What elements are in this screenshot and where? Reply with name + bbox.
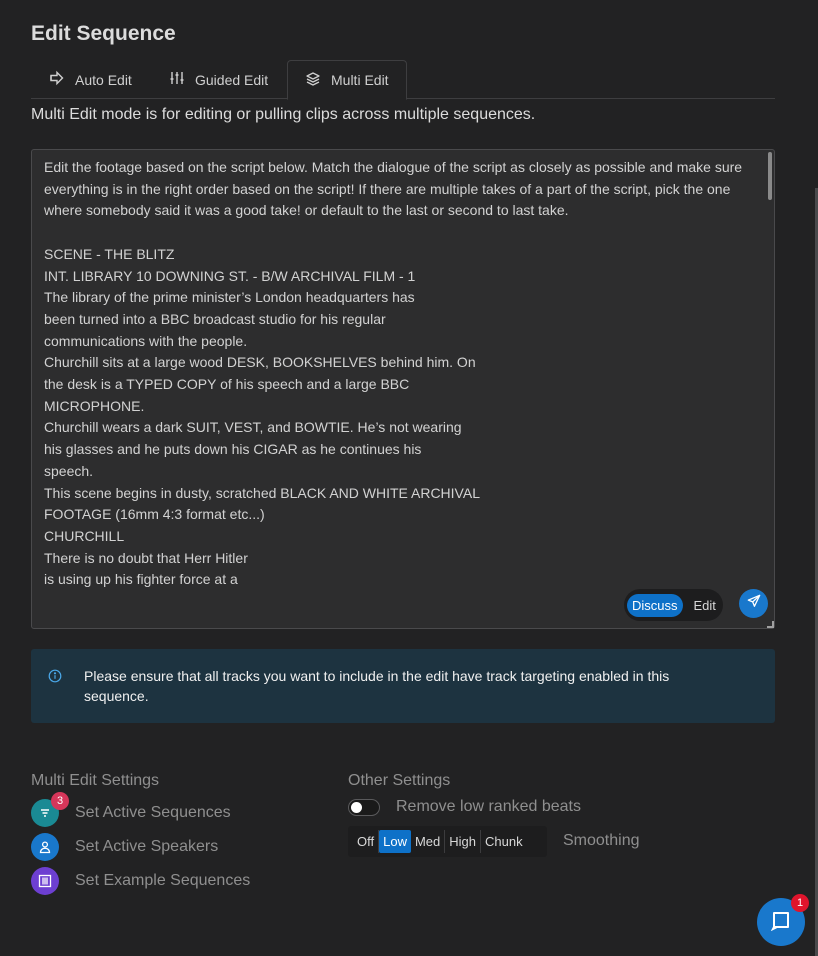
tab-auto-edit[interactable] xyxy=(49,60,132,99)
multi-edit-settings-title: Multi Edit Settings xyxy=(31,772,160,789)
chat-notification-badge: 1 xyxy=(791,894,809,912)
smoothing-label: Smoothing xyxy=(563,832,640,849)
setting-label: Set Example Sequences xyxy=(75,872,251,889)
setting-label: Set Active Sequences xyxy=(75,804,231,821)
smoothing-off[interactable]: Off xyxy=(353,830,379,853)
list-icon xyxy=(31,795,64,827)
send-button[interactable] xyxy=(739,589,768,618)
remove-low-ranked-toggle[interactable] xyxy=(348,799,380,816)
arrow-right-icon xyxy=(49,70,65,89)
resize-handle[interactable] xyxy=(767,621,774,628)
prompt-textarea[interactable] xyxy=(31,149,775,629)
set-example-sequences-button[interactable] xyxy=(31,867,250,895)
chat-icon xyxy=(770,909,792,936)
smoothing-high[interactable]: High xyxy=(445,830,481,853)
edit-option[interactable]: Edit xyxy=(693,597,716,613)
info-banner xyxy=(31,649,775,723)
other-settings-title: Other Settings xyxy=(348,772,451,789)
layers-icon xyxy=(305,71,321,90)
tab-bar xyxy=(31,60,775,99)
send-icon xyxy=(747,594,761,613)
info-icon xyxy=(48,669,62,683)
tab-label: Auto Edit xyxy=(75,71,132,88)
page-title: Edit Sequence xyxy=(31,22,176,45)
toggle-knob xyxy=(351,802,362,813)
tab-guided-edit[interactable] xyxy=(169,60,268,99)
setting-label: Set Active Speakers xyxy=(75,838,219,855)
tab-label: Multi Edit xyxy=(331,72,389,88)
smoothing-selector[interactable] xyxy=(348,826,547,857)
prompt-text[interactable]: Edit the footage based on the script below. Match the dialogue of the script as closely as possible and make sure everything is in the right order based on the script! If there are multiple takes of a part of the script, pick the one where somebody said it was a good take! or default to the last or second to last take. SCENE - THE BLITZ INT. LIBRARY 10 DOWNING ST. - B/W ARCHIVAL FILM - 1 The library of the prime minister’s London headquarters has been turned into a BBC broadcast studio for his regular communications with the people. Churchill sits at a large wood DESK, BOOKSHELVES behind him. On the desk is a TYPED COPY of his speech and a large BBC MICROPHONE. Churchill wears a dark SUIT, VEST, and BOWTIE. He’s not wearing his glasses and he puts down his CIGAR as he continues his speech. This scene begins in dusty, scratched BLACK AND WHITE ARCHIVAL FOOTAGE (16mm 4:3 format etc...) CHURCHILL There is no doubt that Herr Hitler is using up his fighter force at a xyxy=(44,159,743,588)
discuss-edit-toggle[interactable] xyxy=(624,589,723,621)
discuss-option[interactable]: Discuss xyxy=(627,594,683,617)
info-text: Please ensure that all tracks you want to include in the edit have track targeting enabled in this sequence. xyxy=(84,668,670,704)
textarea-scrollbar[interactable] xyxy=(768,152,772,200)
person-icon xyxy=(31,833,59,861)
tab-multi-edit[interactable] xyxy=(287,60,407,100)
sliders-icon xyxy=(169,70,185,89)
mode-description: Multi Edit mode is for editing or pulling clips across multiple sequences. xyxy=(31,106,536,123)
set-active-speakers-button[interactable] xyxy=(31,833,218,861)
sequence-count-badge: 3 xyxy=(51,792,69,810)
tab-label: Guided Edit xyxy=(195,71,269,88)
set-active-sequences-button[interactable] xyxy=(31,795,231,827)
smoothing-low[interactable]: Low xyxy=(379,830,411,853)
toggle-label: Remove low ranked beats xyxy=(396,798,581,815)
smoothing-chunk[interactable]: Chunk xyxy=(485,834,523,849)
columns-icon xyxy=(31,867,59,895)
smoothing-med[interactable]: Med xyxy=(411,830,445,853)
